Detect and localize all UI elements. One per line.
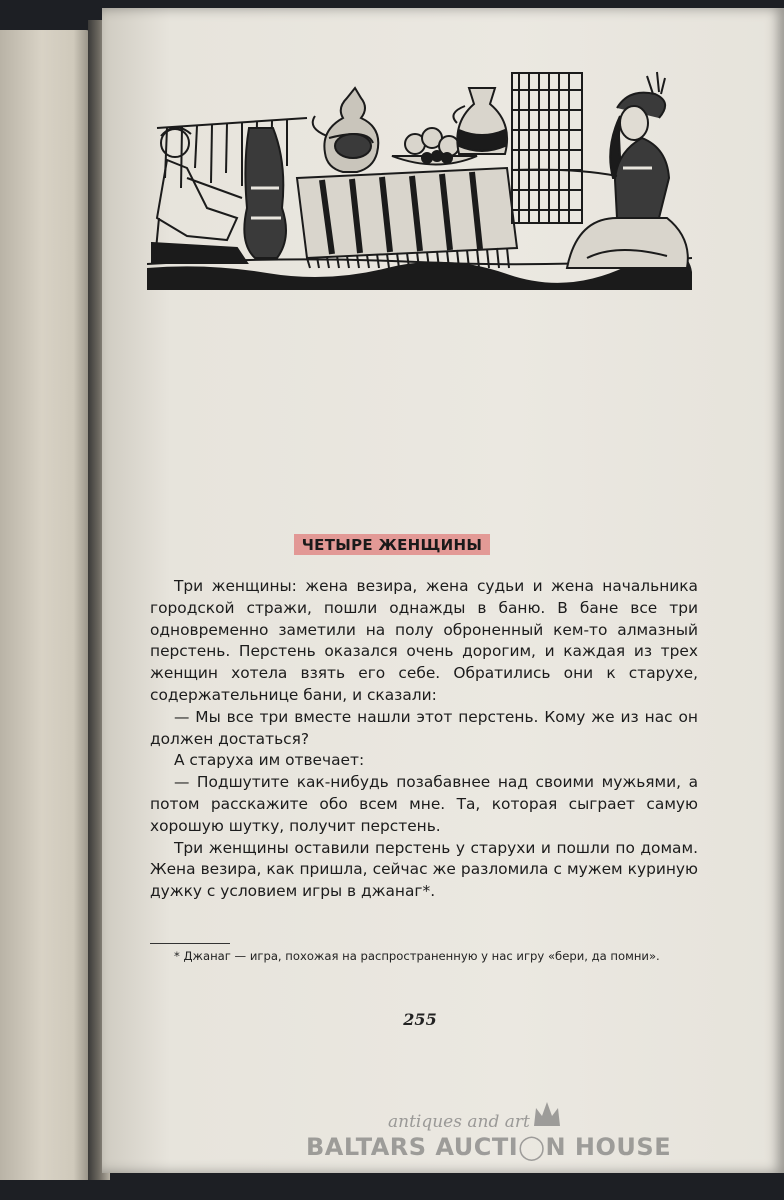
chapter-title: ЧЕТЫРЕ ЖЕНЩИНЫ: [0, 536, 784, 554]
watermark-tagline: antiques and art: [388, 1112, 530, 1132]
paragraph: — Мы все три вместе нашли этот перстень. Кому же из нас он должен достаться?: [150, 707, 698, 748]
paragraph: Три женщины оставили перстень у старухи и пошли по домам. Жена везира, как пришла, сейчас же разломила с мужем куриную дужку с условием игры в джанаг*.: [150, 838, 698, 901]
watermark-brand: BALTARS AUCTI◯N HOUSE: [306, 1133, 672, 1161]
footnote: * Джанаг — игра, похожая на распространенную у нас игру «бери, да помни».: [174, 949, 660, 963]
paragraph: Три женщины: жена везира, жена судьи и жена начальника городской стражи, пошли однажды в баню. В бане все три одновременно заметили на полу оброненный кем-то алмазный перстень. Перстень оказался очень дорогим, и каждая из трех женщин хотела взять его себе. Обратились они к старухе, содержательнице бани, и сказали:: [150, 577, 698, 704]
paragraph: — Подшутите как-нибудь позабавнее над своими мужьями, а потом расскажите обо всем мне. Та, которая сыграет самую хорошую шутку, получит перстень.: [150, 773, 698, 835]
story-text: [150, 576, 698, 903]
crown-icon: [532, 1100, 562, 1128]
facing-page-edge: [0, 30, 92, 1180]
page-number: 255: [403, 1010, 437, 1029]
paragraph: А старуха им отвечает:: [174, 751, 365, 770]
headpiece-illustration-icon: [147, 68, 692, 290]
footnote-divider: [150, 943, 230, 944]
